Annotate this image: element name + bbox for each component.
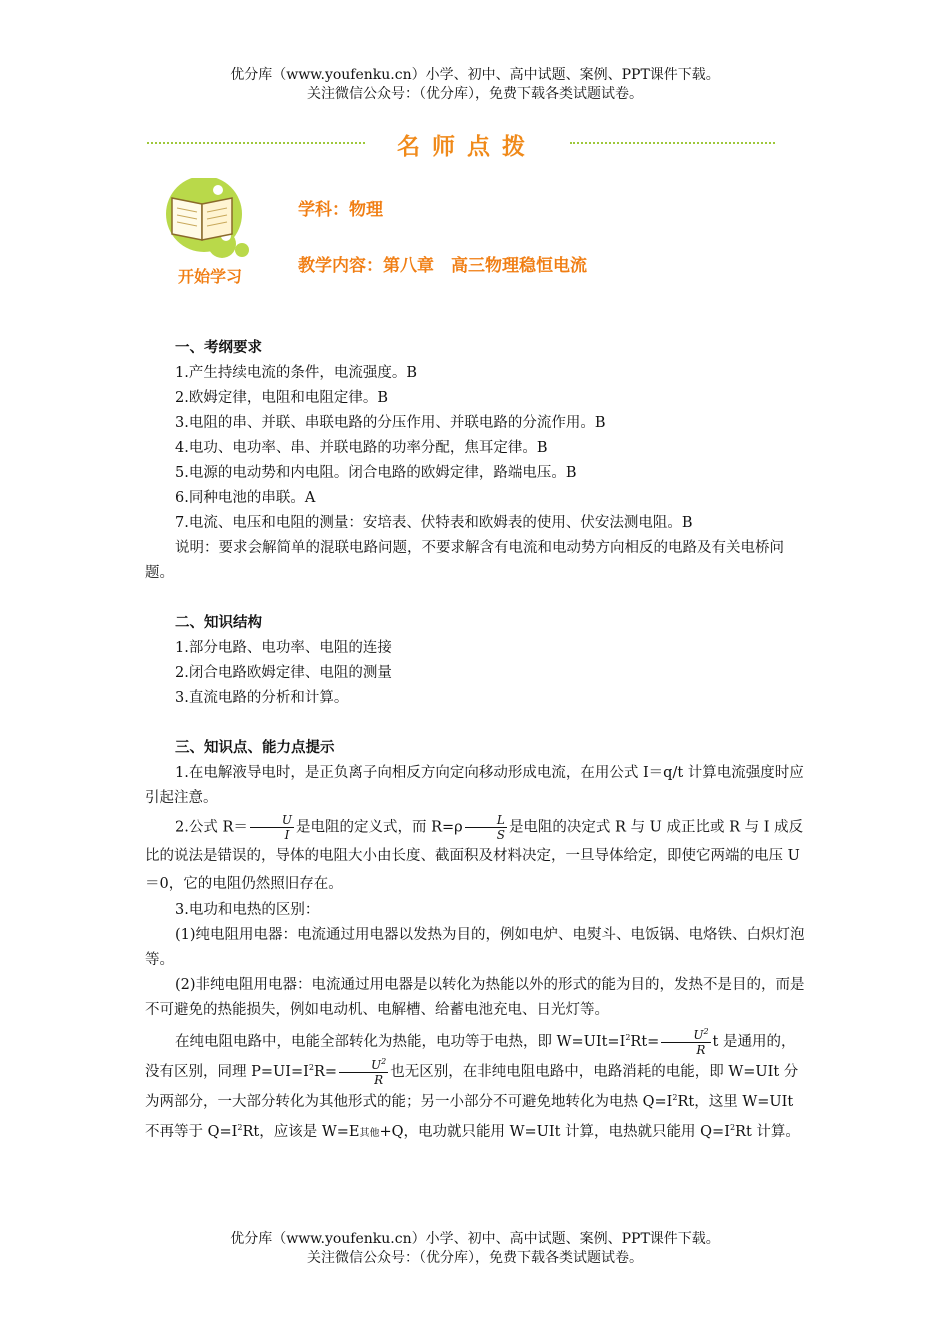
note-paragraph: 说明：要求会解简单的混联电路问题，不要求解含有电流和电动势方向相反的电路及有关电桥问题。 [145,540,784,581]
banner-title: 名师点拨 [397,133,537,160]
list-item: 6.同种电池的串联。A [175,490,316,506]
page-header [0,66,950,104]
paragraph: (1)纯电阻用电器：电流通过用电器以发热为目的，例如电炉、电熨斗、电饭锅、电烙铁、白炽灯泡等。 [145,927,805,968]
list-item: 2.欧姆定律，电阻和电阻定律。B [175,390,388,406]
paragraph: (2)非纯电阻用电器：电流通过用电器是以转化为热能以外的形式的能为目的，发热不是目的，而是不可避免的热能损失，例如电动机、电解槽、给蓄电池充电、日光灯等。 [145,977,805,1018]
start-learning-logo [160,178,270,288]
list-item: 3.电阻的串、并联、串联电路的分压作用、并联电路的分流作用。B [175,415,606,431]
paragraph: 3.电功和电热的区别： [175,902,320,918]
fraction-l-over-s: $\frac{L}{S}$ [465,813,507,842]
fraction-u2-over-r: $\frac{U^2}{R}$ [339,1058,388,1087]
list-item: 3.直流电路的分析和计算。 [175,690,349,706]
formula-paragraph: 在纯电阻电路中，电能全部转化为热能，电功等于电热，即 $W=UIt=I^2Rt=$ $\frac{U^2}{R}$ t 是通用的，没有区别，同理 $P=UI=I^2R=$ $\frac{U^2}{R}$ 也无区别，在非纯电阻电路中，电路消耗的电能，即 W=UIt 分为两部分，一大部分转化为其他形式的能；另一小部分不可避免地转化为电热 $Q=I^2Rt$，这里 W=UIt 不再等于 $Q=I^2Rt$，应该是 W=E其他+Q，电功就只能用 W=UIt 计算，电热就只能用 $Q=I^2Rt$ 计算。 [145,1026,800,1140]
formula-paragraph: 2.公式 R＝ $\frac{U}{I}$ 是电阻的定义式，而 R=ρ $\frac{L}{S}$ 是电阻的决定式 R 与 U 成正比或 R 与 I 成反比的说法是错误的，导体的电阻大小由长度、截面积及材料决定，一旦导体给定，即使它两端的电压 U＝0，它的电阻仍然照旧存在。 [145,813,804,892]
list-item: 2.闭合电路欧姆定律、电阻的测量 [175,665,392,681]
banner-divider-left [147,142,365,144]
list-item: 1.部分电路、电功率、电阻的连接 [175,640,392,656]
teaching-content-label: 教学内容：第八章 高三物理稳恒电流 [298,256,587,276]
banner-divider-right [570,142,775,144]
section-heading: 三、知识点、能力点提示 [175,740,335,756]
section-heading: 二、知识结构 [175,615,262,631]
paragraph: 1.在电解液导电时，是正负离子向相反方向定向移动形成电流，在用公式 I＝q/t 计算电流强度时应引起注意。 [145,765,804,806]
list-item: 4.电功、电功率、串、并联电路的功率分配，焦耳定律。B [175,440,548,456]
section-heading: 一、考纲要求 [175,340,262,356]
list-item: 1.产生持续电流的条件，电流强度。B [175,365,417,381]
title-banner [147,128,775,158]
list-item: 5.电源的电动势和内电阻。闭合电路的欧姆定律，路端电压。B [175,465,577,481]
page-footer [0,1230,950,1268]
fraction-u2-over-r: $\frac{U^2}{R}$ [661,1028,710,1057]
main-content [145,336,809,1149]
subject-label: 学科：物理 [298,200,383,220]
header-line-1: 优分库（www.youfenku.cn）小学、初中、高中试题、案例、PPT课件下载。 [230,67,720,83]
fraction-u-over-i: $\frac{U}{I}$ [250,813,294,842]
footer-line-1: 优分库（www.youfenku.cn）小学、初中、高中试题、案例、PPT课件下载。 [230,1231,720,1247]
footer-line-2: 关注微信公众号：（优分库），免费下载各类试题试卷。 [307,1250,643,1266]
logo-caption: 开始学习 [178,267,243,286]
list-item: 7.电流、电压和电阻的测量：安培表、伏特表和欧姆表的使用、伏安法测电阻。B [175,515,693,531]
header-line-2: 关注微信公众号：（优分库），免费下载各类试题试卷。 [307,86,643,102]
